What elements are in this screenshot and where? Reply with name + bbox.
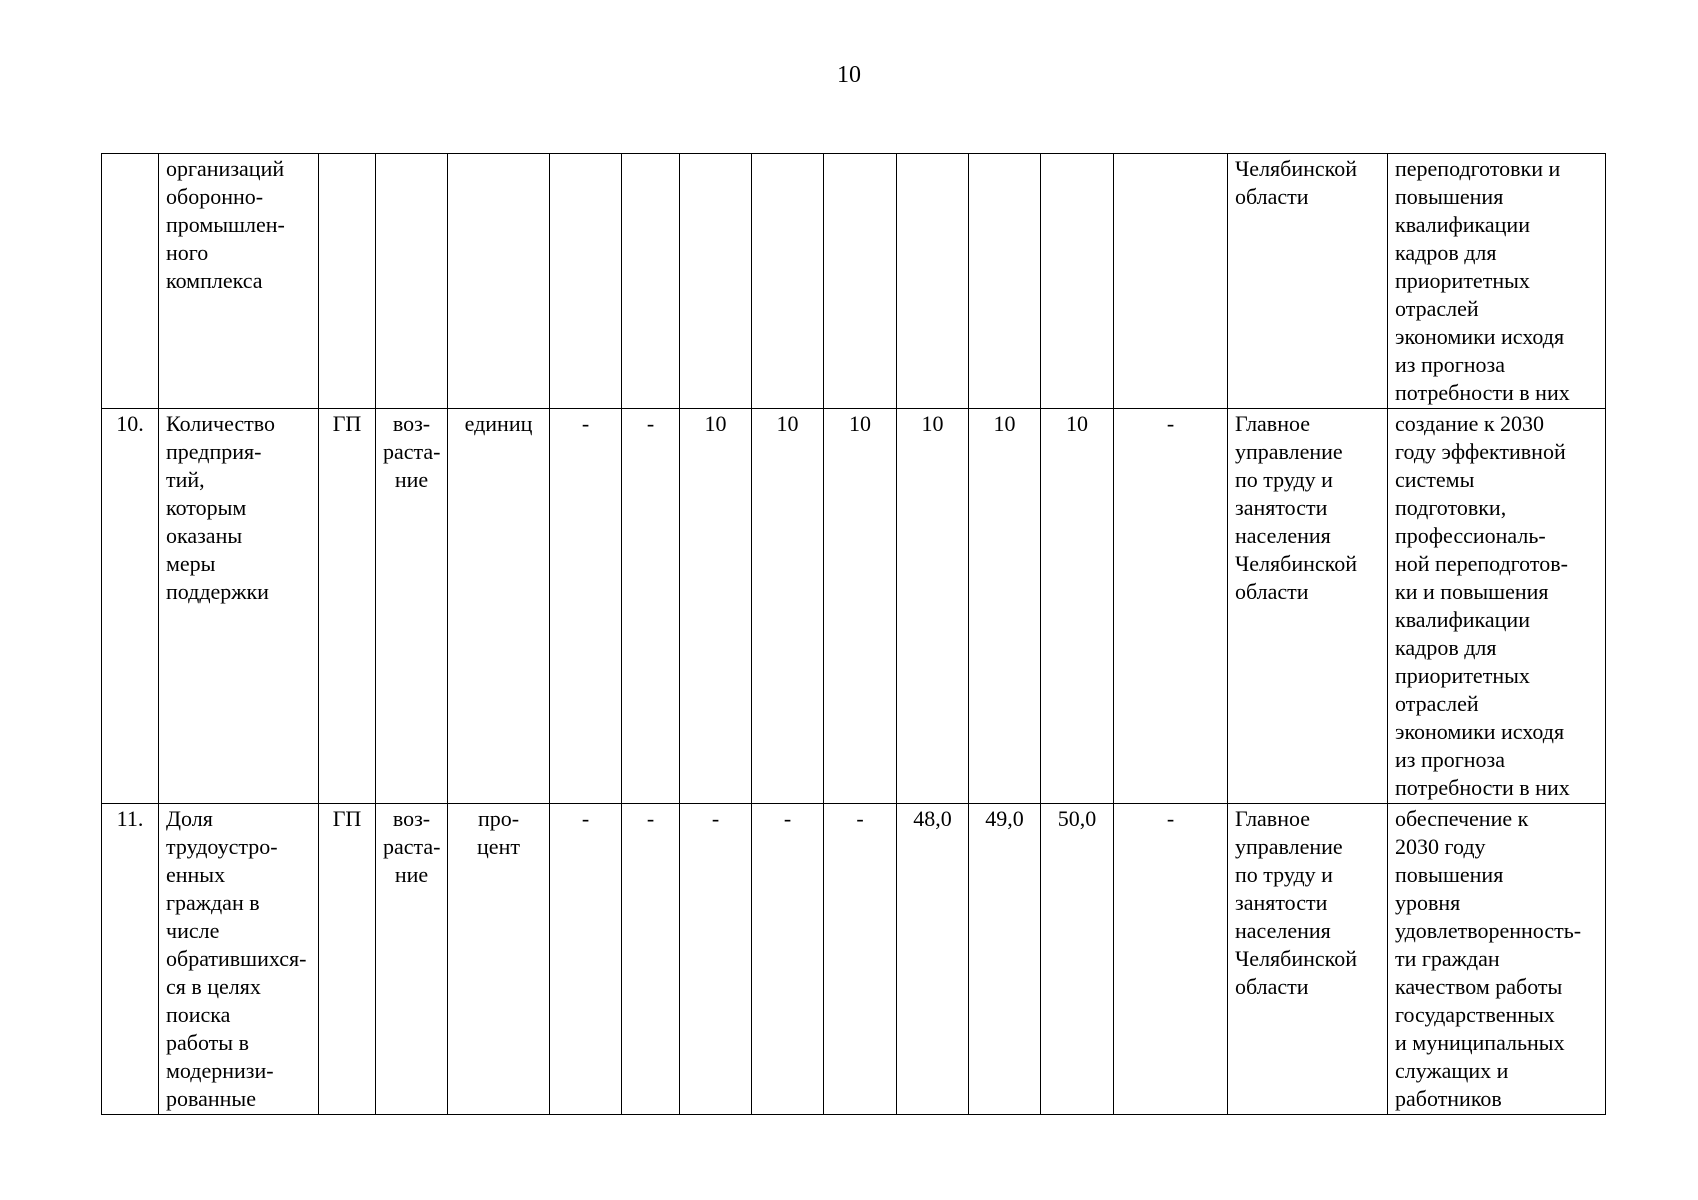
indicator-name-cell-line: обратившихся- — [166, 946, 307, 971]
responsible-cell-line: Челябинской — [1235, 156, 1358, 181]
responsible-cell-line: Челябинской — [1235, 946, 1358, 971]
indicator-name-cell-line: оборонно- — [166, 184, 264, 209]
value-cell — [824, 154, 897, 409]
indicator-name-cell-line: поддержки — [166, 579, 269, 604]
value-cell: - — [622, 409, 680, 804]
indicator-name-cell-line: тий, — [166, 467, 205, 492]
result-cell-line: отраслей — [1395, 296, 1479, 321]
indicator-name-cell-line: поиска — [166, 1002, 231, 1027]
result-cell-line: повышения — [1395, 184, 1504, 209]
direction-cell-line: раста- — [383, 834, 441, 859]
result-cell-line: системы — [1395, 467, 1475, 492]
result-cell-line: году эффективной — [1395, 439, 1566, 464]
value-cell: - — [550, 409, 622, 804]
unit-cell-line: единиц — [464, 411, 533, 436]
unit-cell — [448, 804, 550, 1115]
indicator-name-cell-line: числе — [166, 918, 220, 943]
value-cell: - — [680, 804, 752, 1115]
direction-cell-line: воз- — [392, 411, 431, 436]
value-cell — [1114, 154, 1228, 409]
result-cell-line: профессиональ- — [1395, 523, 1546, 548]
result-cell-line: повышения — [1395, 862, 1504, 887]
indicator-name-cell-line: оказаны — [166, 523, 243, 548]
result-cell — [1388, 154, 1606, 409]
responsible-cell-line: Главное — [1235, 806, 1311, 831]
value-cell: 48,0 — [897, 804, 969, 1115]
value-cell: 10 — [752, 409, 824, 804]
direction-cell-line: ние — [394, 467, 429, 492]
result-cell-line: ти граждан — [1395, 946, 1500, 971]
indicator-name-cell — [159, 154, 319, 409]
result-cell-line: 2030 году — [1395, 834, 1486, 859]
result-cell-line: уровня — [1395, 890, 1461, 915]
result-cell-line: служащих и — [1395, 1058, 1509, 1083]
responsible-cell — [1228, 804, 1388, 1115]
value-cell: 50,0 — [1041, 804, 1114, 1115]
responsible-cell-line: занятости — [1235, 495, 1328, 520]
responsible-cell-line: области — [1235, 974, 1309, 999]
indicator-name-cell-line: ся в целях — [166, 974, 261, 999]
responsible-cell-line: населения — [1235, 918, 1331, 943]
direction-cell-line: раста- — [383, 439, 441, 464]
indicator-name-cell-line: рованные — [166, 1086, 256, 1111]
result-cell-line: квалификации — [1395, 212, 1530, 237]
program-cell: ГП — [319, 409, 376, 804]
result-cell-line: экономики исходя — [1395, 324, 1565, 349]
value-cell: 10 — [1041, 409, 1114, 804]
responsible-cell-line: Челябинской — [1235, 551, 1358, 576]
indicator-name-cell-line: Доля — [166, 806, 213, 831]
value-cell: - — [752, 804, 824, 1115]
result-cell-line: ной переподготов- — [1395, 551, 1568, 576]
result-cell-line: приоритетных — [1395, 268, 1530, 293]
value-cell: - — [1114, 804, 1228, 1115]
indicator-name-cell-line: ного — [166, 240, 209, 265]
value-cell: 10 — [824, 409, 897, 804]
result-cell-line: обеспечение к — [1395, 806, 1529, 831]
indicator-name-cell — [159, 804, 319, 1115]
responsible-cell-line: управление — [1235, 439, 1343, 464]
result-cell-line: и муниципальных — [1395, 1030, 1565, 1055]
result-cell-line: экономики исходя — [1395, 719, 1565, 744]
value-cell: 10 — [680, 409, 752, 804]
table-row — [102, 804, 1606, 1115]
result-cell-line: государственных — [1395, 1002, 1555, 1027]
direction-cell — [376, 154, 448, 409]
indicator-name-cell-line: предприя- — [166, 439, 262, 464]
indicator-name-cell-line: меры — [166, 551, 216, 576]
responsible-cell-line: населения — [1235, 523, 1331, 548]
result-cell-line: переподготовки и — [1395, 156, 1561, 181]
unit-cell — [448, 409, 550, 804]
responsible-cell-line: Главное — [1235, 411, 1311, 436]
result-cell-line: кадров для — [1395, 635, 1497, 660]
responsible-cell-line: занятости — [1235, 890, 1328, 915]
value-cell: - — [1114, 409, 1228, 804]
unit-cell-line: про- — [477, 806, 520, 831]
value-cell: 10 — [969, 409, 1041, 804]
indicator-name-cell-line: енных — [166, 862, 226, 887]
result-cell-line: квалификации — [1395, 607, 1530, 632]
responsible-cell-line: области — [1235, 579, 1309, 604]
indicator-name-cell-line: организаций — [166, 156, 285, 181]
program-cell — [319, 154, 376, 409]
table-body — [102, 154, 1606, 1115]
value-cell — [969, 154, 1041, 409]
result-cell-line: подготовки, — [1395, 495, 1507, 520]
value-cell: 10 — [897, 409, 969, 804]
unit-cell — [448, 154, 550, 409]
value-cell — [550, 154, 622, 409]
row-number-cell — [102, 154, 159, 409]
indicator-name-cell-line: трудоустро- — [166, 834, 278, 859]
indicator-name-cell-line: модернизи- — [166, 1058, 274, 1083]
value-cell — [622, 154, 680, 409]
program-cell: ГП — [319, 804, 376, 1115]
value-cell — [680, 154, 752, 409]
page-number: 10 — [837, 62, 861, 88]
direction-cell-line: воз- — [392, 806, 431, 831]
value-cell — [897, 154, 969, 409]
row-number-cell: 10. — [102, 409, 159, 804]
indicator-name-cell-line: которым — [166, 495, 247, 520]
responsible-cell-line: области — [1235, 184, 1309, 209]
result-cell-line: из прогноза — [1395, 352, 1505, 377]
result-cell-line: создание к 2030 — [1395, 411, 1545, 436]
responsible-cell — [1228, 154, 1388, 409]
result-cell-line: из прогноза — [1395, 747, 1505, 772]
indicator-name-cell-line: комплекса — [166, 268, 263, 293]
indicator-name-cell-line: граждан в — [166, 890, 260, 915]
table-row — [102, 154, 1606, 409]
indicator-name-cell — [159, 409, 319, 804]
result-cell-line: ки и повышения — [1395, 579, 1549, 604]
result-cell-line: удовлетворенность- — [1395, 918, 1582, 943]
indicator-name-cell-line: Количество — [166, 411, 276, 436]
value-cell: - — [622, 804, 680, 1115]
indicator-name-cell-line: промышлен- — [166, 212, 285, 237]
table-row — [102, 409, 1606, 804]
responsible-cell-line: по труду и — [1235, 862, 1333, 887]
responsible-cell-line: управление — [1235, 834, 1343, 859]
result-cell-line: качеством работы — [1395, 974, 1563, 999]
result-cell-line: потребности в них — [1395, 380, 1570, 405]
responsible-cell-line: по труду и — [1235, 467, 1333, 492]
unit-cell-line: цент — [477, 834, 520, 859]
result-cell-line: кадров для — [1395, 240, 1497, 265]
result-cell-line: отраслей — [1395, 691, 1479, 716]
value-cell — [1041, 154, 1114, 409]
result-cell-line: работников — [1395, 1086, 1502, 1111]
result-cell-line: приоритетных — [1395, 663, 1530, 688]
direction-cell-line: ние — [394, 862, 429, 887]
result-cell — [1388, 804, 1606, 1115]
result-cell — [1388, 409, 1606, 804]
value-cell: - — [824, 804, 897, 1115]
value-cell: - — [550, 804, 622, 1115]
row-number-cell: 11. — [102, 804, 159, 1115]
direction-cell — [376, 804, 448, 1115]
indicator-name-cell-line: работы в — [166, 1030, 249, 1055]
value-cell — [752, 154, 824, 409]
indicators-table — [101, 153, 1606, 1115]
result-cell-line: потребности в них — [1395, 775, 1570, 800]
direction-cell — [376, 409, 448, 804]
value-cell: 49,0 — [969, 804, 1041, 1115]
responsible-cell — [1228, 409, 1388, 804]
